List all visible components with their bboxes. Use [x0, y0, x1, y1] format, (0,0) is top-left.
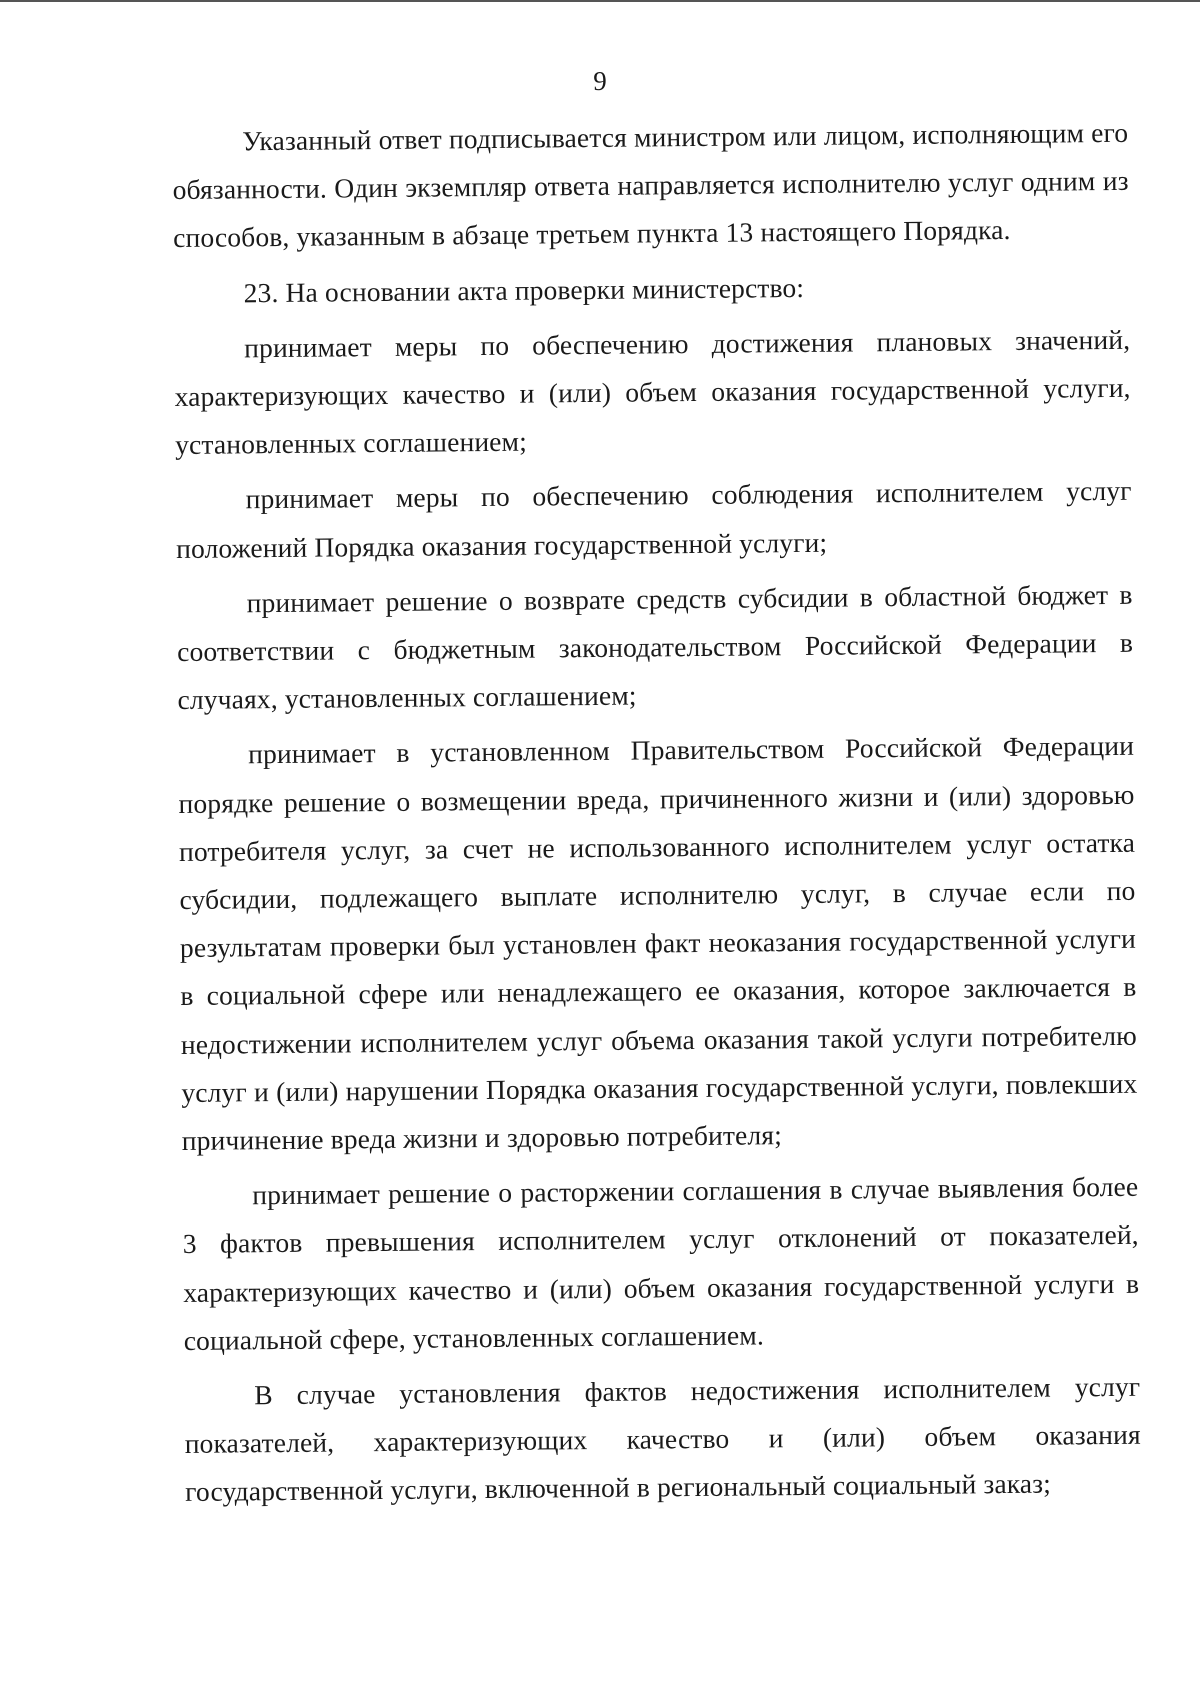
paragraph-agreement-termination-decision: принимает решение о расторжении соглашения в случае выявления более 3 фактов превышения исполнителем услуг отклонений от показателей, характеризующих качество и (или) объем оказания государственной услуги в социальной сфере, установленных соглашением. — [182, 1171, 1140, 1356]
paragraph-procedure-compliance-measures: принимает меры по обеспечению соблюдения исполнителем услуг положений Порядка оказания государственной услуги; — [175, 475, 1132, 564]
paragraph-item-23-heading: 23. На основании акта проверки министерство: — [243, 271, 805, 308]
paragraph-non-achievement-case: В случае установления фактов недостижения исполнителем услуг показателей, характеризующих качество и (или) объем оказания государственной услуги, включенной в региональный социальный заказ; — [184, 1370, 1141, 1508]
paragraph-response-signature: Указанный ответ подписывается министром или лицом, исполняющим его обязанности. Один экземпляр ответа направляется исполнителю услуг одним из способов, указанным в абзаце третьем пункта 13 настоящего Порядка. — [172, 116, 1129, 254]
paragraph-planned-values-measures: принимает меры по обеспечению достижения плановых значений, характеризующих качество и (или) объем оказания государственной услуги, установленных соглашением; — [174, 323, 1131, 461]
paragraph-harm-compensation-decision: принимает в установленном Правительством Российской Федерации порядке решение о возмещении вреда, причиненного жизни и (или) здоровью потребителя услуг, за счет не использованного исполнителем услуг остатка субсидии, подлежащего выплате исполнителю услуг, в случае если по результатам проверки был установлен факт неоказания государственной услуги в социальной сфере или ненадлежащего ее оказания, которое заключается в недостижении исполнителем услуг объема оказания такой услуги потребителю услуг и (или) нарушении Порядка оказания государственной услуги, повлекших причинение вреда жизни и здоровью потребителя; — [178, 730, 1138, 1157]
paragraph-subsidy-return-decision: принимает решение о возврате средств субсидии в областной бюджет в соответствии с бюджетным законодательством Российской Федерации в случаях, установленных соглашением; — [176, 578, 1134, 716]
page-number: 9 — [593, 66, 607, 96]
document-body — [172, 109, 1141, 1517]
